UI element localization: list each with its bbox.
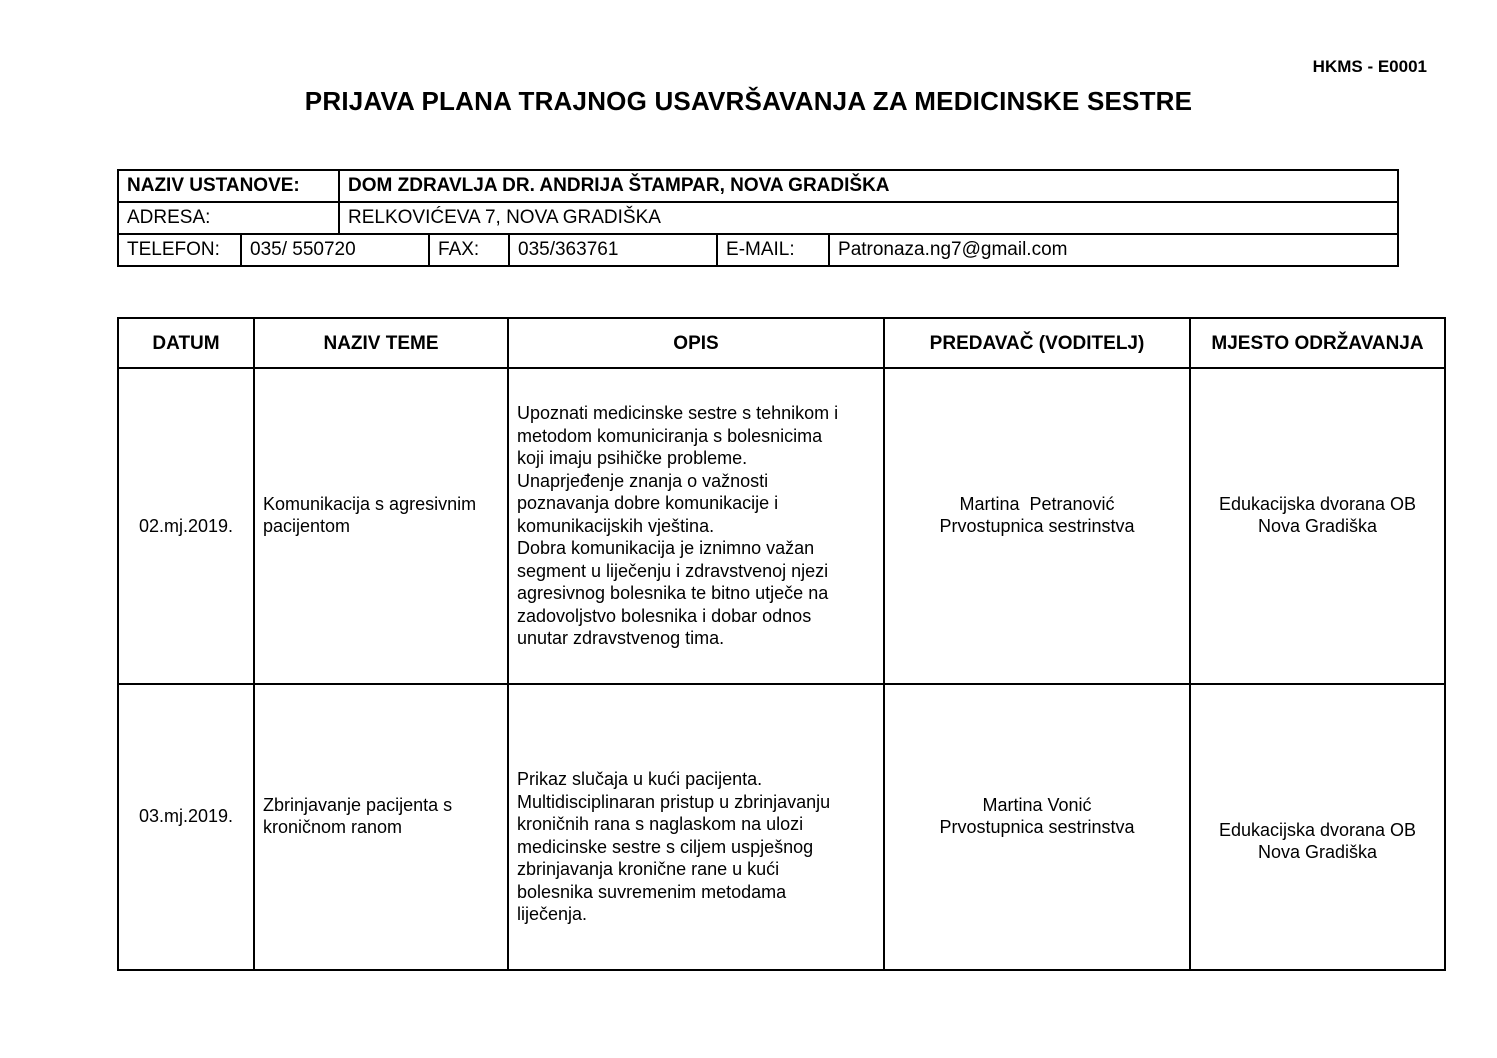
phone-label: TELEFON:	[118, 234, 241, 266]
topic-text: Komunikacija s agresivnim pacijentom	[263, 493, 477, 536]
address-label: ADRESA:	[118, 202, 339, 234]
training-plan-table	[117, 317, 1446, 971]
row-topic	[254, 684, 508, 970]
table-row	[118, 684, 1445, 970]
description-line: segment u liječenju i zdravstvenoj njezi	[517, 560, 829, 581]
description-line: zadovoljstvo bolesnika i dobar odnos	[517, 605, 812, 626]
institution-name-value: DOM ZDRAVLJA DR. ANDRIJA ŠTAMPAR, NOVA GRADIŠKA	[339, 170, 1398, 202]
institution-address-row	[118, 202, 1398, 234]
row-lecturer	[884, 368, 1190, 684]
description-line: Prikaz slučaja u kući pacijenta.	[517, 769, 763, 790]
description-line: kroničnih rana s naglaskom na ulozi	[517, 814, 804, 835]
lecturer-title: Prvostupnica sestrinstva	[939, 817, 1135, 837]
column-header-description: OPIS	[508, 318, 884, 368]
description-line: Multidisciplinaran pristup u zbrinjavanju	[517, 791, 831, 812]
table-row	[118, 368, 1445, 684]
fax-value: 035/363761	[509, 234, 717, 266]
email-label: E-MAIL:	[717, 234, 829, 266]
location-text: Edukacijska dvorana OB Nova Gradiška	[1218, 819, 1417, 862]
row-topic	[254, 368, 508, 684]
column-header-topic: NAZIV TEME	[254, 318, 508, 368]
description-line: unutar zdravstvenog tima.	[517, 628, 725, 649]
institution-contact-row	[118, 234, 1398, 266]
description-line: komunikacijskih vještina.	[517, 515, 715, 536]
table-header-row	[118, 318, 1445, 368]
column-header-date: DATUM	[118, 318, 254, 368]
description-line: liječenja.	[517, 904, 588, 925]
fax-label: FAX:	[429, 234, 509, 266]
institution-info-table	[117, 169, 1399, 267]
institution-name-label: NAZIV USTANOVE:	[118, 170, 339, 202]
description-line: koji imaju psihičke probleme.	[517, 448, 748, 469]
row-date	[118, 368, 254, 684]
form-code: HKMS - E0001	[1312, 57, 1427, 76]
date-text: 03.mj.2019.	[138, 805, 234, 826]
date-text: 02.mj.2019.	[138, 515, 234, 536]
description-line: metodom komuniciranja s bolesnicima	[517, 425, 823, 446]
description-line: Dobra komunikacija je iznimno važan	[517, 538, 815, 559]
description-line: Upoznati medicinske sestre s tehnikom i	[517, 403, 839, 424]
column-header-location: MJESTO ODRŽAVANJA	[1190, 318, 1445, 368]
description-line: medicinske sestre s ciljem uspješnog	[517, 836, 814, 857]
address-value: RELKOVIĆEVA 7, NOVA GRADIŠKA	[339, 202, 1398, 234]
row-location	[1190, 684, 1445, 970]
description-line: Unaprjeđenje znanja o važnosti	[517, 470, 769, 491]
topic-text: Zbrinjavanje pacijenta s kroničnom ranom	[263, 794, 453, 837]
row-lecturer	[884, 684, 1190, 970]
phone-value: 035/ 550720	[241, 234, 429, 266]
email-value: Patronaza.ng7@gmail.com	[829, 234, 1398, 266]
description-line: poznavanja dobre komunikacije i	[517, 493, 779, 514]
row-description	[508, 684, 884, 970]
description-line: zbrinjavanja kronične rane u kući	[517, 859, 780, 880]
lecturer-name: Martina Vonić	[982, 794, 1092, 815]
description-line: agresivnog bolesnika te bitno utječe na	[517, 583, 829, 604]
page-title: PRIJAVA PLANA TRAJNOG USAVRŠAVANJA ZA MEDICINSKE SESTRE	[304, 86, 1193, 116]
lecturer-title: Prvostupnica sestrinstva	[939, 516, 1135, 536]
row-description	[508, 368, 884, 684]
lecturer-name: Martina Petranović	[959, 493, 1115, 514]
location-text: Edukacijska dvorana OB Nova Gradiška	[1218, 493, 1417, 536]
institution-name-row	[118, 170, 1398, 202]
row-date	[118, 684, 254, 970]
row-location	[1190, 368, 1445, 684]
description-line: bolesnika suvremenim metodama	[517, 881, 787, 902]
column-header-lecturer: PREDAVAČ (VODITELJ)	[884, 318, 1190, 368]
